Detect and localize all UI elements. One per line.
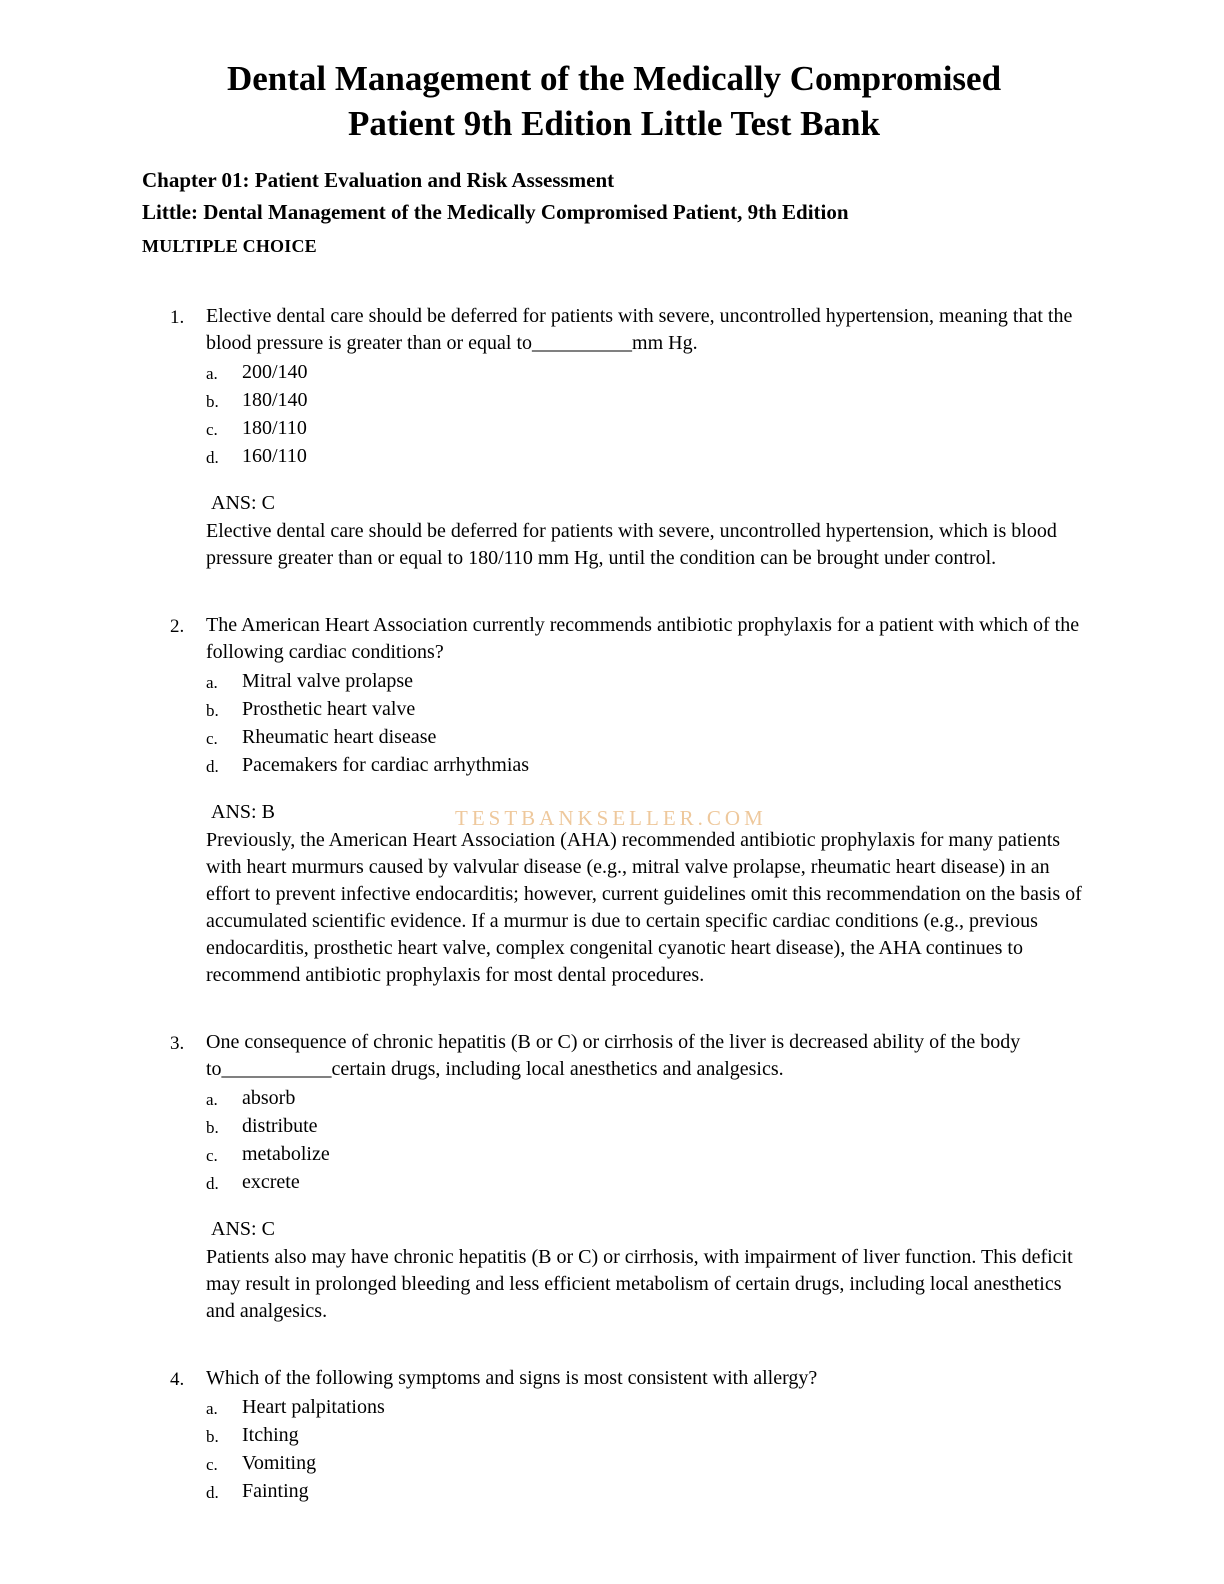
option-text: Pacemakers for cardiac arrhythmias [242, 754, 530, 776]
option-letter: d. [206, 1174, 219, 1193]
option-text: Prosthetic heart valve [242, 698, 416, 720]
option-letter: b. [206, 1118, 219, 1137]
question-4 [142, 1365, 1086, 1506]
option-d [206, 1169, 1086, 1197]
option-text: 180/140 [242, 389, 308, 411]
option-letter: a. [206, 673, 218, 692]
option-c [206, 1450, 1086, 1478]
option-text: Vomiting [242, 1452, 317, 1474]
answer-line: ANS: C [211, 492, 275, 514]
option-a [206, 1394, 1086, 1422]
option-text: 200/140 [242, 361, 308, 383]
option-letter: a. [206, 1399, 218, 1418]
option-d [206, 443, 1086, 471]
section-heading: MULTIPLE CHOICE [142, 236, 317, 256]
option-a [206, 1085, 1086, 1113]
question-body [206, 612, 1086, 989]
question-number: 3. [170, 1033, 185, 1054]
question-body [206, 303, 1086, 572]
option-letter: c. [206, 1146, 218, 1165]
page-title-line-2: Patient 9th Edition Little Test Bank [348, 104, 880, 143]
watermark: TESTBANKSELLER.COM [455, 806, 767, 830]
question-number: 1. [170, 307, 185, 328]
rationale-text: Patients also may have chronic hepatitis (B or C) or cirrhosis, with impairment of liver function. This deficit may result in prolonged bleeding and less efficient metabolism of certain drugs, including local anesthetics and analgesics. [206, 1246, 1073, 1322]
option-text: 180/110 [242, 417, 307, 439]
option-text: Mitral valve prolapse [242, 670, 414, 692]
option-c [206, 1141, 1086, 1169]
page-title-line-1: Dental Management of the Medically Compromised [226, 59, 1002, 98]
option-text: Heart palpitations [242, 1396, 385, 1418]
question-body [206, 1365, 1086, 1506]
option-d [206, 752, 1086, 780]
option-c [206, 724, 1086, 752]
option-text: Itching [242, 1424, 299, 1446]
option-a [206, 668, 1086, 696]
option-d [206, 1478, 1086, 1506]
option-b [206, 387, 1086, 415]
option-text: distribute [242, 1115, 318, 1137]
question-stem: One consequence of chronic hepatitis (B or C) or cirrhosis of the liver is decreased ability of the body to___________certain drugs, including local anesthetics and analgesics. [206, 1031, 1021, 1080]
option-letter: b. [206, 701, 219, 720]
question-number: 2. [170, 616, 185, 637]
question-2 [142, 612, 1086, 989]
question-stem: Which of the following symptoms and signs is most consistent with allergy? [206, 1367, 818, 1389]
page-title [142, 56, 1086, 146]
question-number: 4. [170, 1369, 185, 1390]
option-text: Fainting [242, 1480, 309, 1502]
question-1 [142, 303, 1086, 572]
question-stem: The American Heart Association currently recommends antibiotic prophylaxis for a patient with which of the following cardiac conditions? [206, 614, 1080, 663]
chapter-heading: Chapter 01: Patient Evaluation and Risk Assessment [142, 168, 615, 192]
option-letter: a. [206, 364, 218, 383]
rationale-text: Previously, the American Heart Association (AHA) recommended antibiotic prophylaxis for many patients with heart murmurs caused by valvular disease (e.g., mitral valve prolapse, rheumatic heart disease) in an effort to prevent infective endocarditis; however, current guidelines omit this recommendation on the basis of accumulated scientific evidence. If a murmur is due to certain specific cardiac conditions (e.g., previous endocarditis, prosthetic heart valve, complex congenital cyanotic heart disease), the AHA continues to recommend antibiotic prophylaxis for most dental procedures. [206, 829, 1082, 986]
rationale-text: Elective dental care should be deferred for patients with severe, uncontrolled hypertension, which is blood pressure greater than or equal to 180/110 mm Hg, until the condition can be brought under control. [206, 520, 1057, 569]
question-3 [142, 1029, 1086, 1325]
option-letter: b. [206, 392, 219, 411]
book-subtitle: Little: Dental Management of the Medically Compromised Patient, 9th Edition [142, 200, 849, 224]
option-b [206, 1422, 1086, 1450]
option-letter: c. [206, 729, 218, 748]
option-letter: d. [206, 1483, 219, 1502]
answer-line: ANS: C [211, 1218, 275, 1240]
question-list [142, 303, 1086, 1506]
option-text: Rheumatic heart disease [242, 726, 437, 748]
option-c [206, 415, 1086, 443]
option-letter: b. [206, 1427, 219, 1446]
question-stem: Elective dental care should be deferred for patients with severe, uncontrolled hypertension, meaning that the blood pressure is greater than or equal to__________mm Hg. [206, 305, 1073, 354]
option-letter: a. [206, 1090, 218, 1109]
option-a [206, 359, 1086, 387]
option-b [206, 696, 1086, 724]
option-letter: d. [206, 448, 219, 467]
option-letter: c. [206, 1455, 218, 1474]
question-body [206, 1029, 1086, 1325]
option-letter: c. [206, 420, 218, 439]
answer-line: ANS: B [211, 801, 275, 823]
option-text: absorb [242, 1087, 296, 1109]
option-letter: d. [206, 757, 219, 776]
option-b [206, 1113, 1086, 1141]
option-text: excrete [242, 1171, 300, 1193]
option-text: 160/110 [242, 445, 307, 467]
option-text: metabolize [242, 1143, 330, 1165]
